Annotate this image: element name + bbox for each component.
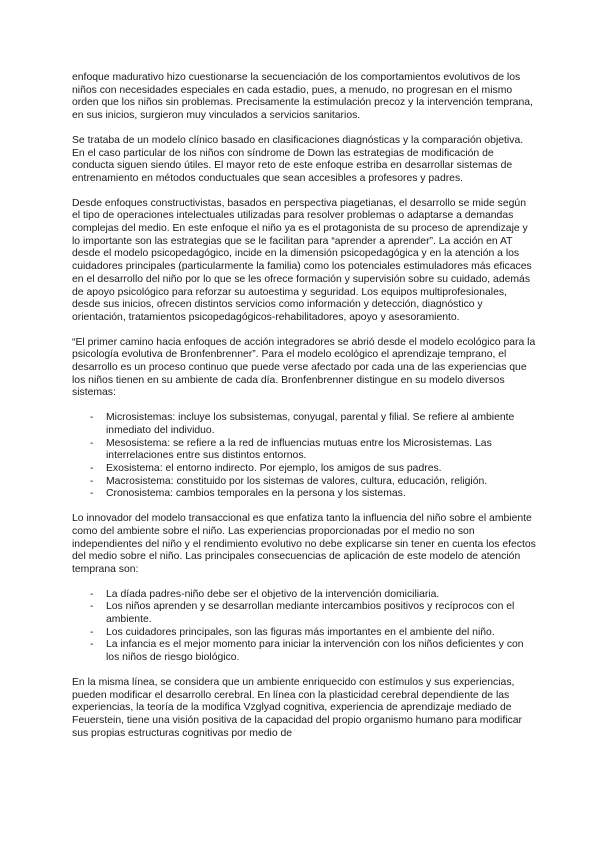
list-item xyxy=(90,488,536,501)
dash-bullet: - xyxy=(90,626,94,638)
list-item-text: Macrosistema: constituido por los sistemas de valores, cultura, educación, religión. xyxy=(106,475,488,487)
list-item-text: La infancia es el mejor momento para iniciar la intervención con los niños deficientes y con los niños de riesgo biológico. xyxy=(106,639,524,664)
paragraph-brain-plasticity: En la misma línea, se considera que un ambiente enriquecido con estímulos y sus experiencias, pueden modificar el desarrollo cerebral. En línea con la plasticidad cerebral dependiente de las experiencias, la teoría de la modifica Vzglyad cognitiva, experiencia de aprendizaje mediado de Feuerstein, tiene una visión positiva de la capacidad del propio organismo humano para modificar sus propias estructuras cognitivas por medio de xyxy=(72,676,522,739)
dash-bullet: - xyxy=(90,475,94,487)
paragraph-maturational: enfoque madurativo hizo cuestionarse la secuenciación de los comportamientos evolutivos de los niños con necesidades especiales en cada estadio, pues, a menudo, no progresan en el mismo orden que los niños sin problemas. Precisamente la estimulación precoz y la intervención temprana, en sus inicios, surgieron muy vinculados a servicios sanitarios. xyxy=(72,72,533,122)
dash-bullet: - xyxy=(90,639,94,651)
dash-bullet: - xyxy=(90,462,94,474)
dash-bullet: - xyxy=(90,588,94,600)
paragraph-clinical-model: Se trataba de un modelo clínico basado en clasificaciones diagnósticas y la comparación objetiva. En el caso particular de los niños con síndrome de Down las estrategias de modificación de conducta siguen siendo útiles. El mayor reto de este enfoque estriba en desarrollar sistemas de entrenamiento en métodos conductuales que sean accesibles a profesores y padres. xyxy=(72,134,524,184)
dash-bullet: - xyxy=(90,601,94,613)
list-item-text: Microsistemas: incluye los subsistemas, conyugal, parental y filial. Se refiere al ambiente inmediato del individuo. xyxy=(106,412,515,436)
dash-bullet: - xyxy=(90,437,94,449)
dash-bullet: - xyxy=(90,412,94,424)
list-item-text: La díada padres-niño debe ser el objetivo de la intervención domiciliaria. xyxy=(106,588,440,600)
list-item xyxy=(90,639,536,664)
paragraph-transactional: Lo innovador del modelo transaccional es que enfatiza tanto la influencia del niño sobre el ambiente como del ambiente sobre el niño. Las experiencias proporcionadas por el medio no son independientes del niño y el rendimiento evolutivo no debe explicarse sin tener en cuenta los efectos del medio sobre el niño. Las principales consecuencias de aplicación de este modelo de atención temprana son: xyxy=(72,513,536,575)
list-item xyxy=(90,412,536,437)
list-item xyxy=(90,476,536,489)
list-item-text: Mesosistema: se refiere a la red de influencias mutuas entre los Microsistemas. Las interrelaciones entre sus distintos entornos. xyxy=(106,437,492,462)
list-bronfenbrenner-systems xyxy=(72,412,536,501)
paragraph-constructivist: Desde enfoques constructivistas, basados en perspectiva piagetianas, el desarrollo se mide según el tipo de operaciones intelectuales utilizadas para resolver problemas o adaptarse a demandas complejas del medio. En este enfoque el niño ya es el protagonista de su proceso de aprendizaje y lo importante son las estrategias que se le facilitan para “aprender a aprender”. La acción en AT desde el modelo psicopedagógico, incide en la dimensión psicopedagógica y en la atención a los cuidadores principales (particularmente la familia) como los potenciales estimuladores más eficaces en el desarrollo del niño por lo que se les ofrece formación y supervisión sobre su cuidado, además de apoyo psicológico para reforzar su autoestima y seguridad. Los equipos multiprofesionales, desde sus inicios, ofrecen distintos servicios como información y detección, diagnóstico y orientación, tratamientos psicopedagógicos-rehabilitadores, apoyo y asesoramiento. xyxy=(72,197,532,323)
list-item xyxy=(90,627,536,640)
list-item xyxy=(90,438,536,463)
list-item-text: Cronosistema: cambios temporales en la persona y los sistemas. xyxy=(106,488,406,500)
list-item xyxy=(90,463,536,476)
list-transactional-consequences xyxy=(72,589,536,665)
list-item xyxy=(90,601,536,626)
list-item xyxy=(90,589,536,602)
list-item-text: Exosistema: el entorno indirecto. Por ejemplo, los amigos de sus padres. xyxy=(106,462,442,474)
list-item-text: Los cuidadores principales, son las figuras más importantes en el ambiente del niño. xyxy=(106,626,495,638)
list-item-text: Los niños aprenden y se desarrollan mediante intercambios positivos y recíprocos con el ambiente. xyxy=(106,601,515,626)
paragraph-ecological: “El primer camino hacia enfoques de acción integradores se abrió desde el modelo ecológico para la psicología evolutiva de Bronfenbrenner”. Para el modelo ecológico el aprendizaje temprano, el desarrollo es un proceso continuo que puede verse afectado por cada una de las experiencias que los niños tienen en su ambiente de cada día. Bronfenbrenner distingue en su modelo diversos sistemas: xyxy=(72,336,536,399)
dash-bullet: - xyxy=(90,488,94,500)
